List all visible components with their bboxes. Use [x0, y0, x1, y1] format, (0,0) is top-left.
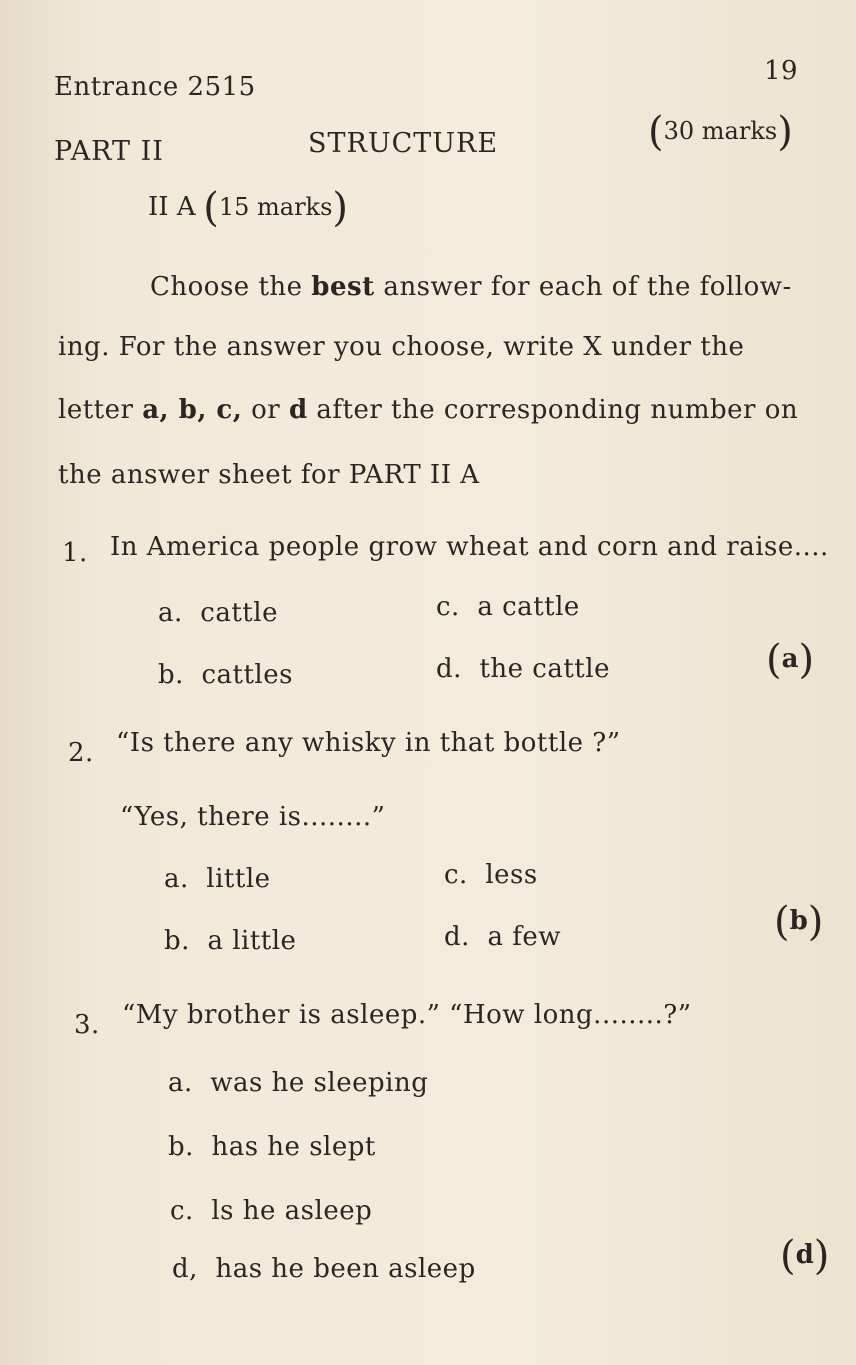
question-2-option-d: d. a few — [444, 922, 561, 952]
question-1-number: 1. — [62, 538, 88, 568]
question-3-number: 3. — [74, 1010, 100, 1040]
question-2-answer: (b) — [774, 899, 824, 945]
instructions-line-1: Choose the best answer for each of the follow- — [150, 272, 792, 302]
question-1-answer: (a) — [766, 637, 815, 683]
question-1-option-d: d. the cattle — [436, 654, 610, 684]
part-marks: (30 marks) — [648, 109, 793, 155]
page-number: 19 — [764, 56, 799, 86]
part-title: STRUCTURE — [308, 128, 499, 159]
question-1-option-b: b. cattles — [158, 660, 293, 690]
section-heading: II A (15 marks) — [148, 185, 349, 231]
exam-label: Entrance 2515 — [54, 72, 256, 102]
question-2-number: 2. — [68, 738, 94, 768]
question-2-line-1: “Is there any whisky in that bottle ?” — [116, 728, 621, 758]
question-1-text: In America people grow wheat and corn and raise.... — [110, 532, 829, 562]
instructions-line-2: ing. For the answer you choose, write X under the — [58, 332, 745, 362]
question-3-option-d: d, has he been asleep — [172, 1254, 476, 1284]
question-2-option-c: c. less — [444, 860, 538, 890]
question-2-option-a: a. little — [164, 864, 271, 894]
question-3-option-c: c. ls he asleep — [170, 1196, 373, 1226]
question-3-option-b: b. has he slept — [168, 1132, 376, 1162]
part-label: PART II — [54, 136, 164, 167]
instructions-line-4: the answer sheet for PART II A — [58, 460, 480, 490]
instructions-line-3: letter a, b, c, or d after the corresponding number on — [58, 395, 799, 425]
question-1-option-c: c. a cattle — [436, 592, 580, 622]
part-marks-text: 30 marks — [663, 117, 778, 145]
question-2-line-2: “Yes, there is........” — [120, 802, 386, 832]
question-3-answer: (d) — [780, 1233, 830, 1279]
section-marks: 15 marks — [218, 193, 333, 221]
question-2-option-b: b. a little — [164, 926, 297, 956]
instructions-bold-best: best — [311, 272, 375, 302]
question-3-option-a: a. was he sleeping — [168, 1068, 429, 1098]
section-label: II A — [148, 192, 196, 222]
question-3-text: “My brother is asleep.” “How long........?” — [122, 1000, 692, 1030]
question-1-option-a: a. cattle — [158, 598, 278, 628]
